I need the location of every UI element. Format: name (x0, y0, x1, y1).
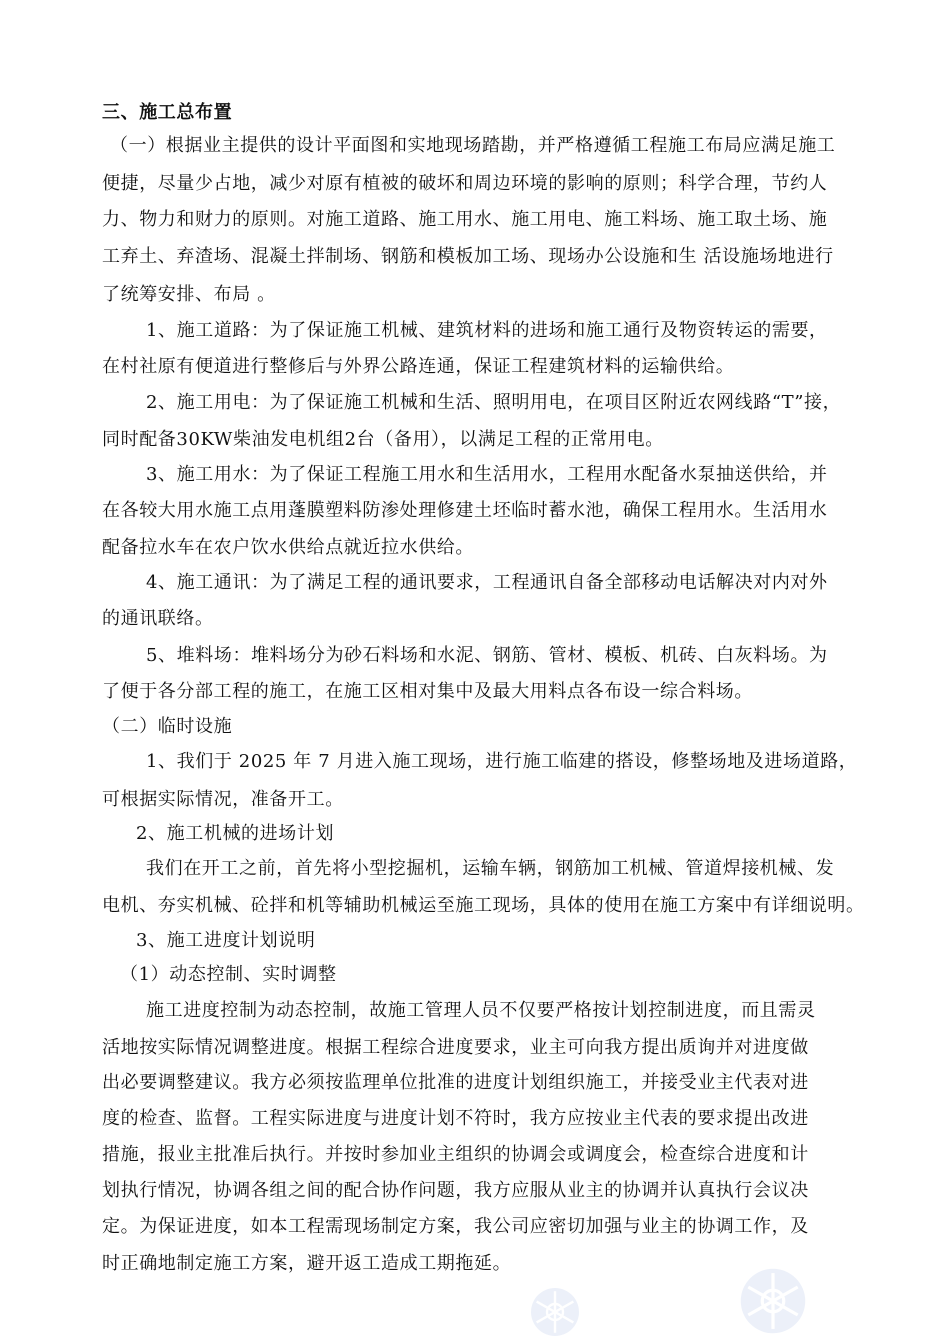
item-heading: 2、施工机械的进场计划 (136, 823, 335, 844)
paragraph-line: 1、施工道路：为了保证施工机械、建筑材料的进场和施工通行及物资转运的需要， (146, 320, 828, 341)
paragraph-line: 的通讯联络。 (102, 608, 214, 629)
paragraph-line: 定。为保证进度，如本工程需现场制定方案，我公司应密切加强与业主的协调工作，及 (102, 1216, 809, 1237)
paragraph-line: 5、堆料场：堆料场分为砂石料场和水泥、钢筋、管材、模板、机砖、白灰料场。为 (146, 645, 828, 666)
paragraph-line: 同时配备30KW柴油发电机组2台（备用），以满足工程的正常用电。 (102, 429, 664, 450)
paragraph-line: 了便于各分部工程的施工，在施工区相对集中及最大用料点各布设一综合料场。 (102, 681, 753, 702)
paragraph-line: 在村社原有便道进行整修后与外界公路连通，保证工程建筑材料的运输供给。 (102, 356, 735, 377)
item-heading: （1）动态控制、实时调整 (120, 964, 337, 985)
item-heading: 3、施工进度计划说明 (136, 930, 316, 951)
paragraph-line: 3、施工用水：为了保证工程施工用水和生活用水，工程用水配备水泵抽送供给，并 (146, 464, 828, 485)
paragraph-line: 4、施工通讯：为了满足工程的通讯要求，工程通讯自备全部移动电话解决对内对外 (146, 572, 828, 593)
paragraph-line: 措施，报业主批准后执行。并按时参加业主组织的协调会或调度会，检查综合进度和计 (102, 1144, 809, 1165)
section-heading: 三、施工总布置 (102, 102, 233, 123)
paragraph-line: 度的检查、监督。工程实际进度与进度计划不符时，我方应按业主代表的要求提出改进 (102, 1108, 809, 1129)
paragraph-line: 力、物力和财力的原则。对施工道路、施工用水、施工用电、施工料场、施工取土场、施 (102, 209, 828, 230)
snowflake-watermark-icon (730, 1258, 816, 1344)
paragraph-line: 在各较大用水施工点用蓬膜塑料防渗处理修建土坯临时蓄水池，确保工程用水。生活用水 (102, 500, 828, 521)
paragraph-line: 可根据实际情况，准备开工。 (102, 789, 344, 810)
paragraph-line: 出必要调整建议。我方必须按监理单位批准的进度计划组织施工，并接受业主代表对进 (102, 1072, 809, 1093)
paragraph-line: 施工进度控制为动态控制，故施工管理人员不仅要严格按计划控制进度，而且需灵 (146, 1000, 816, 1021)
paragraph-line: 1、我们于 2025 年 7 月进入施工现场，进行施工临建的搭设，修整场地及进场道路， (146, 751, 858, 772)
paragraph-line: 我们在开工之前，首先将小型挖掘机，运输车辆，钢筋加工机械、管道焊接机械、发 (146, 858, 835, 879)
paragraph-line: 电机、夯实机械、砼拌和机等辅助机械运至施工现场，具体的使用在施工方案中有详细说明。 (102, 895, 865, 916)
paragraph-line: 工弃土、弃渣场、混凝土拌制场、钢筋和模板加工场、现场办公设施和生 活设施场地进行 (102, 246, 834, 267)
snowflake-watermark-icon (515, 1280, 595, 1344)
paragraph-line: 时正确地制定施工方案，避开返工造成工期拖延。 (102, 1253, 512, 1274)
paragraph-line: 了统筹安排、布局 。 (102, 284, 276, 305)
paragraph-line: 便捷，尽量少占地，减少对原有植被的破坏和周边环境的影响的原则；科学合理，节约人 (102, 173, 828, 194)
paragraph-line: 配备拉水车在农户饮水供给点就近拉水供给。 (102, 537, 474, 558)
paragraph-line: 2、施工用电：为了保证施工机械和生活、照明用电，在项目区附近农网线路“T”接， (146, 392, 842, 413)
paragraph-line: 划执行情况，协调各组之间的配合协作问题，我方应服从业主的协调并认真执行会议决 (102, 1180, 809, 1201)
subsection-heading: （二）临时设施 (102, 716, 233, 737)
paragraph-line: （一）根据业主提供的设计平面图和实地现场踏勘，并严格遵循工程施工布局应满足施工 (110, 135, 836, 156)
paragraph-line: 活地按实际情况调整进度。根据工程综合进度要求，业主可向我方提出质询并对进度做 (102, 1037, 809, 1058)
